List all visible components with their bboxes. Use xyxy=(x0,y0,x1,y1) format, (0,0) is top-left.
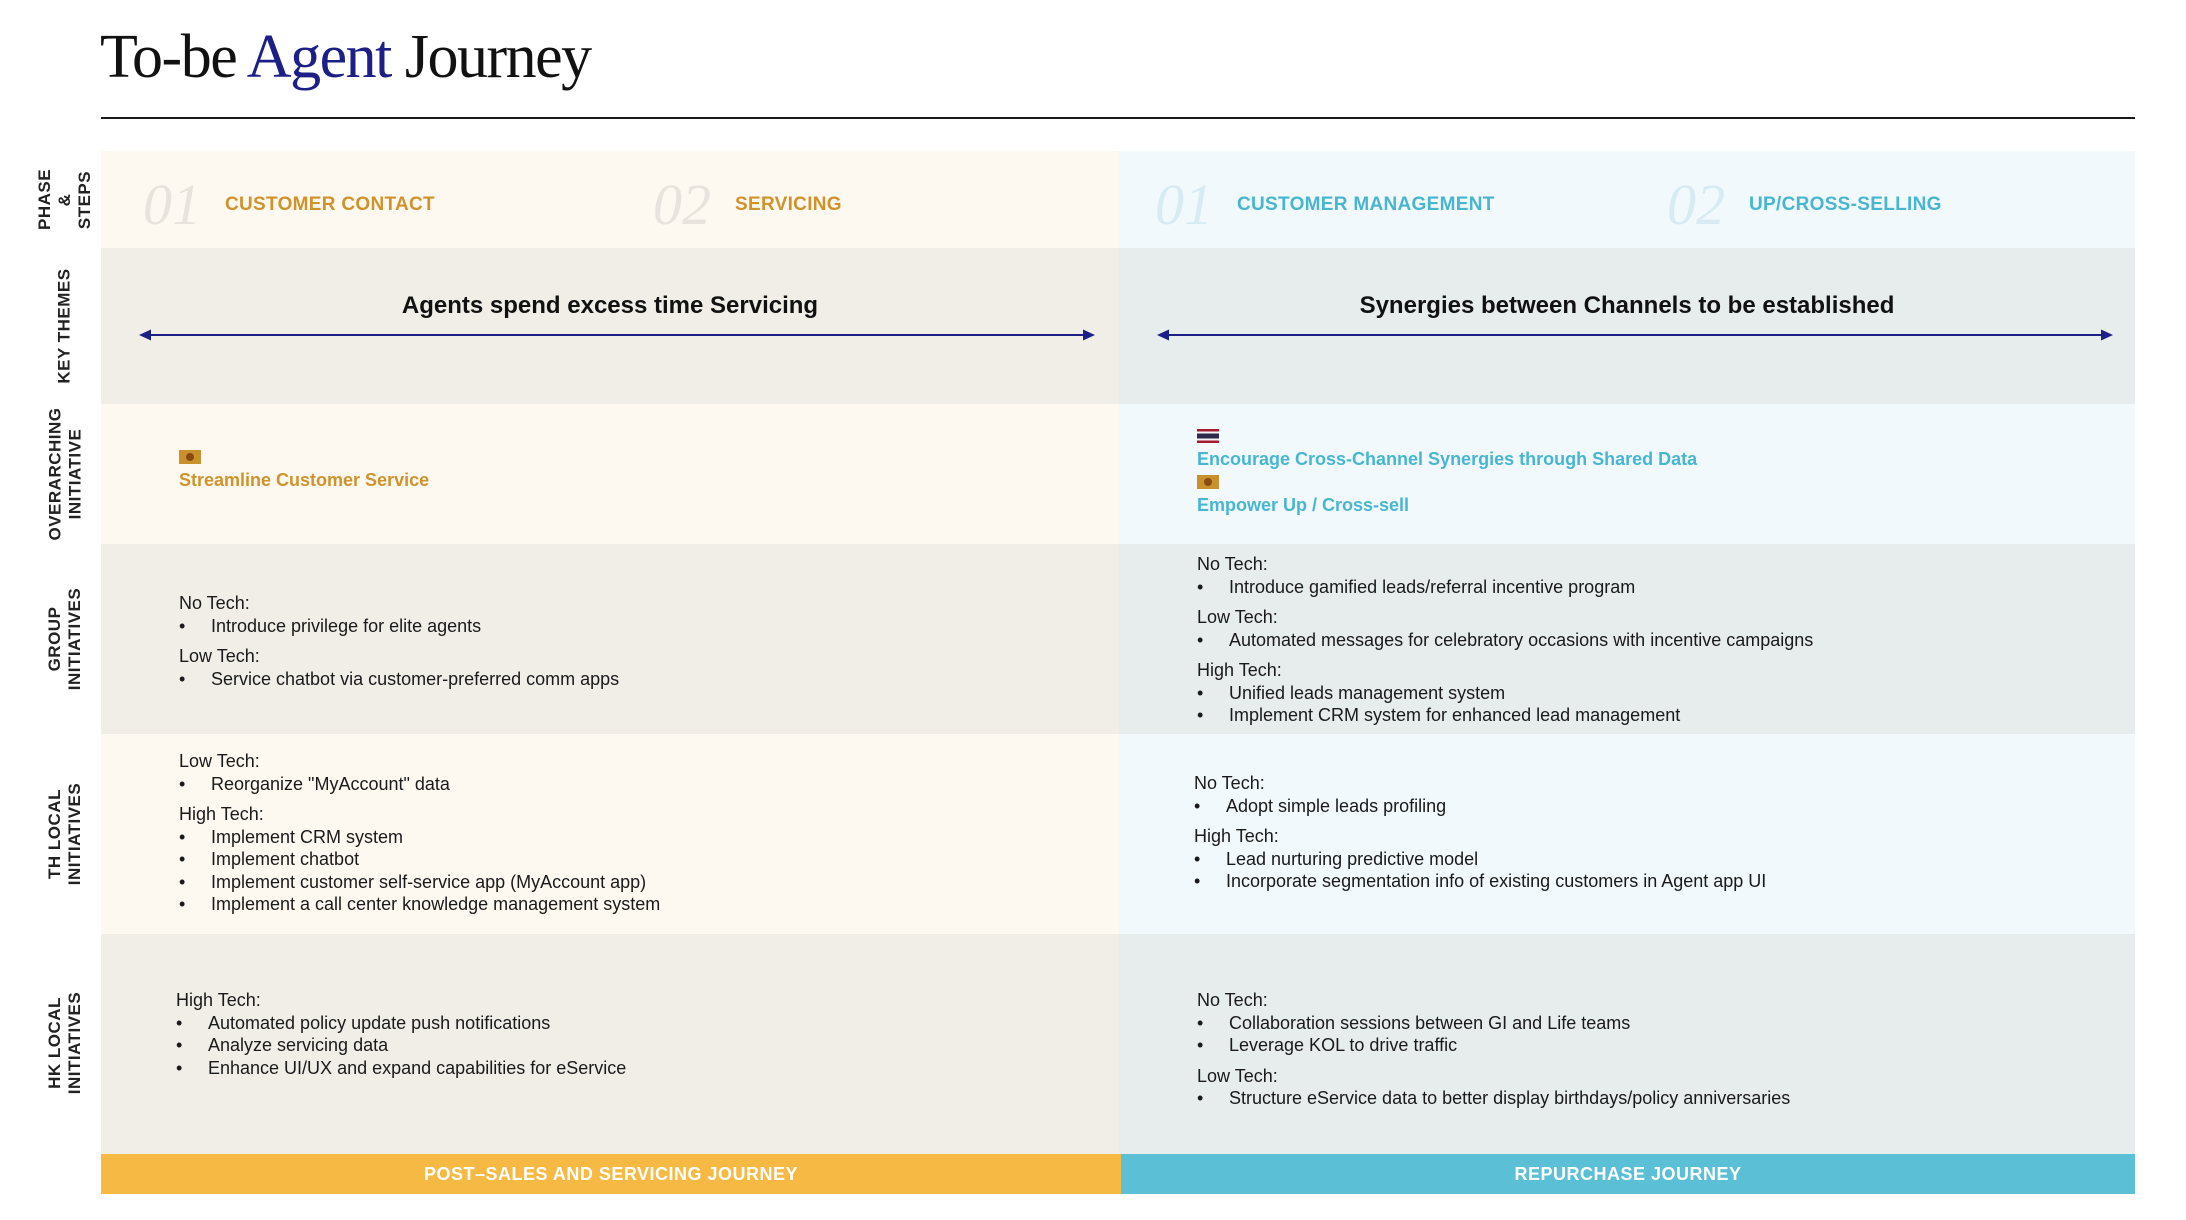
list-item: • Unified leads management system xyxy=(1197,682,1813,705)
double-arrow-icon xyxy=(139,328,1095,342)
initiative-list xyxy=(179,592,619,690)
step-label: SERVICING xyxy=(735,194,842,215)
list-item: • Reorganize "MyAccount" data xyxy=(179,773,660,796)
list-item: • Automated messages for celebratory occasions with incentive campaigns xyxy=(1197,629,1813,652)
list-item: • Incorporate segmentation info of existing customers in Agent app UI xyxy=(1194,870,1766,893)
phase-step xyxy=(143,172,435,237)
list-item: • Implement CRM system xyxy=(179,826,660,849)
tech-level-heading: No Tech: xyxy=(1194,773,1265,793)
list-item: • Analyze servicing data xyxy=(176,1034,626,1057)
row-label-th-local: TH LOCAL INITIATIVES xyxy=(45,782,84,886)
row-label-phase: PHASE & STEPS xyxy=(35,168,94,230)
overarching-initiative: Streamline Customer Service xyxy=(179,450,429,491)
hk-flag-icon xyxy=(179,450,201,464)
overarching-row-right xyxy=(1119,404,2135,544)
list-item: • Implement customer self-service app (MyAccount app) xyxy=(179,871,660,894)
tech-level-heading: No Tech: xyxy=(179,593,250,613)
tech-level-heading: No Tech: xyxy=(1197,990,1268,1010)
initiative-list xyxy=(1197,989,1790,1110)
initiative-list xyxy=(179,750,660,916)
phase-step xyxy=(1667,172,1942,237)
row-label-hk-local: HK LOCAL INITIATIVES xyxy=(45,991,84,1095)
tech-level-heading: Low Tech: xyxy=(179,751,260,771)
initiative-list xyxy=(1194,772,1766,893)
list-item: • Lead nurturing predictive model xyxy=(1194,848,1766,871)
page-title: To-be Agent Journey xyxy=(100,23,591,91)
th-local-row-right xyxy=(1119,734,2135,934)
list-item: • Collaboration sessions between GI and Life teams xyxy=(1197,1012,1790,1035)
list-item: • Adopt simple leads profiling xyxy=(1194,795,1766,818)
row-label-overarching: OVERARCHING INITIATIVE xyxy=(45,407,85,541)
list-item: • Implement chatbot xyxy=(179,848,660,871)
step-number: 02 xyxy=(653,172,711,237)
double-arrow-icon xyxy=(1157,328,2113,342)
list-item: • Implement CRM system for enhanced lead management xyxy=(1197,704,1813,727)
title-divider xyxy=(101,117,2135,119)
list-item: • Introduce privilege for elite agents xyxy=(179,615,619,638)
tech-level-heading: High Tech: xyxy=(179,804,264,824)
step-number: 02 xyxy=(1667,172,1725,237)
th-local-row-left xyxy=(101,734,1119,934)
tech-level-heading: Low Tech: xyxy=(1197,1065,1278,1086)
journey-bar-post-sales: POST–SALES AND SERVICING JOURNEY xyxy=(101,1154,1121,1194)
theme-row-left xyxy=(101,248,1119,404)
tech-level-heading: Low Tech: xyxy=(179,646,260,666)
list-item: • Structure eService data to better display birthdays/policy anniversaries xyxy=(1197,1087,1790,1110)
list-item: • Enhance UI/UX and expand capabilities for eService xyxy=(176,1057,626,1080)
group-row-right xyxy=(1119,544,2135,734)
step-label: CUSTOMER MANAGEMENT xyxy=(1237,194,1495,215)
tech-level-heading: High Tech: xyxy=(1194,826,1279,846)
hk-local-row-right xyxy=(1119,934,2135,1154)
phase-row-right xyxy=(1119,151,2135,248)
theme-title: Synergies between Channels to be established xyxy=(1359,292,1895,319)
th-flag-icon xyxy=(1197,429,1219,443)
list-item: • Leverage KOL to drive traffic xyxy=(1197,1034,1790,1057)
overarching-initiative: Encourage Cross-Channel Synergies through Shared Data xyxy=(1197,429,1697,470)
phase-row-left xyxy=(101,151,1119,248)
initiative-list xyxy=(176,989,626,1079)
list-item: • Automated policy update push notifications xyxy=(176,1012,626,1035)
step-label: CUSTOMER CONTACT xyxy=(225,194,435,215)
step-number: 01 xyxy=(143,172,201,237)
tech-level-heading: No Tech: xyxy=(1197,554,1268,574)
step-number: 01 xyxy=(1155,172,1213,237)
phase-step xyxy=(1155,172,1495,237)
overarching-row-left xyxy=(101,404,1119,544)
row-label-group: GROUP INITIATIVES xyxy=(45,587,84,691)
tech-level-heading: High Tech: xyxy=(1197,660,1282,680)
phase-step xyxy=(653,172,842,237)
group-row-left xyxy=(101,544,1119,734)
initiative-list xyxy=(1197,553,1813,727)
step-label: UP/CROSS-SELLING xyxy=(1749,194,1942,215)
tech-level-heading: Low Tech: xyxy=(1197,607,1278,627)
row-label-themes: KEY THEMES xyxy=(55,268,74,384)
overarching-initiative: Empower Up / Cross-sell xyxy=(1197,475,1409,516)
theme-row-right xyxy=(1119,248,2135,404)
hk-local-row-left xyxy=(101,934,1119,1154)
theme-title: Agents spend excess time Servicing xyxy=(401,292,819,319)
hk-flag-icon xyxy=(1197,475,1219,489)
list-item: • Introduce gamified leads/referral incentive program xyxy=(1197,576,1813,599)
list-item: • Service chatbot via customer-preferred comm apps xyxy=(179,668,619,691)
list-item: • Implement a call center knowledge management system xyxy=(179,893,660,916)
journey-bar-repurchase: REPURCHASE JOURNEY xyxy=(1121,1154,2135,1194)
tech-level-heading: High Tech: xyxy=(176,990,261,1010)
